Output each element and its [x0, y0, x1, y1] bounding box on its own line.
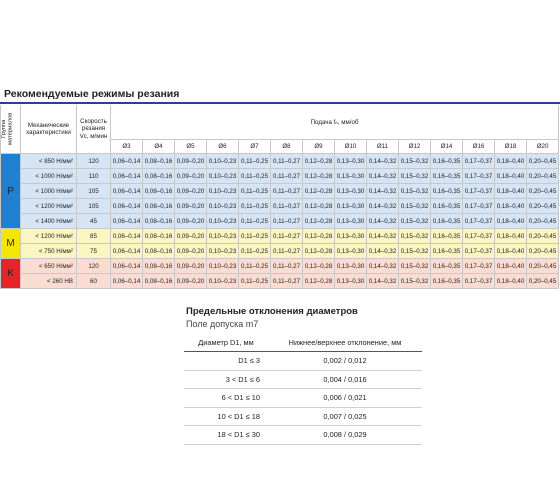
feed-value: 0,08–0,16 — [143, 154, 175, 169]
feed-value: 0,12–0,28 — [303, 274, 335, 289]
mech-value: < 1200 Н/мм² — [21, 229, 77, 244]
feed-value: 0,20–0,45 — [527, 274, 559, 289]
feed-value: 0,06–0,14 — [111, 169, 143, 184]
feed-value: 0,16–0,35 — [431, 229, 463, 244]
speed-value: 75 — [77, 244, 111, 259]
diameter-header: Ø16 — [463, 140, 495, 154]
feed-value: 0,12–0,28 — [303, 154, 335, 169]
feed-value: 0,17–0,37 — [463, 214, 495, 229]
speed-value: 110 — [77, 169, 111, 184]
feed-value: 0,20–0,45 — [527, 184, 559, 199]
feed-value: 0,10–0,23 — [207, 259, 239, 274]
feed-value: 0,14–0,32 — [367, 154, 399, 169]
feed-value: 0,15–0,32 — [399, 259, 431, 274]
feed-value: 0,20–0,45 — [527, 169, 559, 184]
tolerance-row — [184, 352, 422, 371]
feed-value: 0,12–0,28 — [303, 169, 335, 184]
tolerance-row — [184, 370, 422, 389]
diameter-header: Ø8 — [271, 140, 303, 154]
feed-value: 0,20–0,45 — [527, 154, 559, 169]
material-group-p: P — [1, 154, 21, 229]
speed-value: 85 — [77, 229, 111, 244]
tol-deviation: 0,004 / 0,016 — [268, 370, 422, 389]
feed-value: 0,11–0,27 — [271, 199, 303, 214]
feed-value: 0,10–0,23 — [207, 274, 239, 289]
feed-value: 0,09–0,20 — [175, 259, 207, 274]
feed-value: 0,09–0,20 — [175, 184, 207, 199]
table-row — [1, 244, 559, 259]
feed-value: 0,18–0,40 — [495, 214, 527, 229]
feed-value: 0,14–0,32 — [367, 184, 399, 199]
tol-diameter: 6 < D1 ≤ 10 — [184, 389, 268, 408]
speed-value: 105 — [77, 199, 111, 214]
feed-value: 0,15–0,32 — [399, 184, 431, 199]
feed-value: 0,11–0,25 — [239, 169, 271, 184]
feed-value: 0,15–0,32 — [399, 199, 431, 214]
feed-value: 0,14–0,32 — [367, 214, 399, 229]
table-row — [1, 214, 559, 229]
feed-value: 0,06–0,14 — [111, 259, 143, 274]
diameter-header: Ø20 — [527, 140, 559, 154]
feed-value: 0,11–0,27 — [271, 229, 303, 244]
cutting-modes-table — [0, 105, 559, 289]
feed-value: 0,15–0,32 — [399, 229, 431, 244]
feed-value: 0,13–0,30 — [335, 214, 367, 229]
feed-value: 0,17–0,37 — [463, 169, 495, 184]
table-row — [1, 229, 559, 244]
feed-value: 0,12–0,28 — [303, 229, 335, 244]
tol-header-diameter: Диаметр D1, мм — [184, 333, 268, 352]
feed-value: 0,16–0,35 — [431, 259, 463, 274]
feed-value: 0,11–0,27 — [271, 214, 303, 229]
feed-value: 0,06–0,14 — [111, 229, 143, 244]
feed-value: 0,06–0,14 — [111, 184, 143, 199]
tol-diameter: 18 < D1 ≤ 30 — [184, 426, 268, 445]
feed-value: 0,09–0,20 — [175, 229, 207, 244]
tolerance-row — [184, 389, 422, 408]
feed-value: 0,09–0,20 — [175, 274, 207, 289]
feed-value: 0,17–0,37 — [463, 199, 495, 214]
feed-value: 0,09–0,20 — [175, 199, 207, 214]
feed-value: 0,06–0,14 — [111, 154, 143, 169]
feed-value: 0,08–0,16 — [143, 244, 175, 259]
feed-value: 0,14–0,32 — [367, 259, 399, 274]
feed-value: 0,13–0,30 — [335, 274, 367, 289]
diameter-header: Ø12 — [399, 140, 431, 154]
tolerance-subtitle: Поле допуска m7 — [186, 319, 259, 329]
title-rule — [0, 102, 560, 104]
header-group: Группа материалов — [1, 105, 21, 154]
feed-value: 0,11–0,25 — [239, 259, 271, 274]
tol-deviation: 0,007 / 0,025 — [268, 407, 422, 426]
feed-value: 0,14–0,32 — [367, 244, 399, 259]
speed-value: 45 — [77, 214, 111, 229]
tol-diameter: 3 < D1 ≤ 6 — [184, 370, 268, 389]
feed-value: 0,18–0,40 — [495, 259, 527, 274]
header-mech: Механические характеристики — [21, 105, 77, 154]
table-row — [1, 274, 559, 289]
feed-value: 0,06–0,14 — [111, 199, 143, 214]
feed-value: 0,15–0,32 — [399, 154, 431, 169]
feed-value: 0,20–0,45 — [527, 199, 559, 214]
section-title: Рекомендуемые режимы резания — [4, 88, 180, 100]
feed-value: 0,10–0,23 — [207, 154, 239, 169]
feed-value: 0,09–0,20 — [175, 169, 207, 184]
feed-value: 0,12–0,28 — [303, 244, 335, 259]
diameter-header: Ø10 — [335, 140, 367, 154]
feed-value: 0,18–0,40 — [495, 229, 527, 244]
feed-value: 0,11–0,27 — [271, 244, 303, 259]
speed-value: 120 — [77, 154, 111, 169]
feed-value: 0,18–0,40 — [495, 154, 527, 169]
diameter-header: Ø14 — [431, 140, 463, 154]
feed-value: 0,12–0,28 — [303, 199, 335, 214]
diameter-header: Ø4 — [143, 140, 175, 154]
feed-value: 0,06–0,14 — [111, 244, 143, 259]
feed-value: 0,17–0,37 — [463, 229, 495, 244]
mech-value: < 1000 Н/мм² — [21, 169, 77, 184]
feed-value: 0,12–0,28 — [303, 184, 335, 199]
feed-value: 0,09–0,20 — [175, 214, 207, 229]
feed-value: 0,17–0,37 — [463, 259, 495, 274]
feed-value: 0,15–0,32 — [399, 274, 431, 289]
table-row — [1, 259, 559, 274]
feed-value: 0,06–0,14 — [111, 274, 143, 289]
feed-value: 0,14–0,32 — [367, 274, 399, 289]
feed-value: 0,15–0,32 — [399, 214, 431, 229]
feed-value: 0,11–0,25 — [239, 154, 271, 169]
feed-value: 0,16–0,35 — [431, 199, 463, 214]
feed-value: 0,20–0,45 — [527, 229, 559, 244]
feed-value: 0,14–0,32 — [367, 199, 399, 214]
tolerance-row — [184, 426, 422, 445]
feed-value: 0,14–0,32 — [367, 169, 399, 184]
tol-header-deviation: Нижнее/верхнее отклонение, мм — [268, 333, 422, 352]
feed-value: 0,08–0,16 — [143, 199, 175, 214]
feed-value: 0,11–0,27 — [271, 259, 303, 274]
feed-value: 0,08–0,16 — [143, 169, 175, 184]
header-feed: Подача fₙ, мм/об — [111, 105, 559, 140]
feed-value: 0,17–0,37 — [463, 154, 495, 169]
mech-value: < 750 Н/мм² — [21, 244, 77, 259]
mech-value: < 650 Н/мм² — [21, 259, 77, 274]
tol-deviation: 0,006 / 0,021 — [268, 389, 422, 408]
feed-value: 0,08–0,16 — [143, 229, 175, 244]
feed-value: 0,11–0,25 — [239, 199, 271, 214]
feed-value: 0,08–0,16 — [143, 214, 175, 229]
tolerance-body — [184, 352, 422, 445]
feed-value: 0,11–0,25 — [239, 184, 271, 199]
feed-value: 0,13–0,30 — [335, 199, 367, 214]
tolerance-title: Предельные отклонения диаметров — [186, 306, 358, 317]
feed-value: 0,15–0,32 — [399, 169, 431, 184]
feed-value: 0,12–0,28 — [303, 259, 335, 274]
feed-value: 0,13–0,30 — [335, 244, 367, 259]
feed-value: 0,18–0,40 — [495, 244, 527, 259]
feed-value: 0,14–0,32 — [367, 229, 399, 244]
table-row — [1, 154, 559, 169]
speed-value: 120 — [77, 259, 111, 274]
feed-value: 0,13–0,30 — [335, 229, 367, 244]
feed-value: 0,10–0,23 — [207, 184, 239, 199]
feed-value: 0,16–0,35 — [431, 154, 463, 169]
feed-value: 0,13–0,30 — [335, 169, 367, 184]
mech-value: < 1400 Н/мм² — [21, 214, 77, 229]
feed-value: 0,09–0,20 — [175, 154, 207, 169]
feed-value: 0,10–0,23 — [207, 229, 239, 244]
table-row — [1, 184, 559, 199]
feed-value: 0,20–0,45 — [527, 244, 559, 259]
tol-diameter: D1 ≤ 3 — [184, 352, 268, 371]
diameter-header: Ø18 — [495, 140, 527, 154]
feed-value: 0,13–0,30 — [335, 154, 367, 169]
feed-value: 0,11–0,27 — [271, 154, 303, 169]
feed-value: 0,10–0,23 — [207, 244, 239, 259]
cutting-modes-body — [1, 154, 559, 289]
feed-value: 0,08–0,16 — [143, 184, 175, 199]
table-row — [1, 199, 559, 214]
feed-value: 0,11–0,27 — [271, 184, 303, 199]
speed-value: 105 — [77, 184, 111, 199]
material-group-m: M — [1, 229, 21, 259]
feed-value: 0,16–0,35 — [431, 274, 463, 289]
diameter-header: Ø6 — [207, 140, 239, 154]
feed-value: 0,17–0,37 — [463, 184, 495, 199]
tol-diameter: 10 < D1 ≤ 18 — [184, 407, 268, 426]
diameter-header: Ø3 — [111, 140, 143, 154]
mech-value: < 850 Н/мм² — [21, 154, 77, 169]
diameter-header: Ø5 — [175, 140, 207, 154]
mech-value: < 1000 Н/мм² — [21, 184, 77, 199]
tol-deviation: 0,008 / 0,029 — [268, 426, 422, 445]
feed-value: 0,11–0,25 — [239, 214, 271, 229]
feed-value: 0,08–0,16 — [143, 274, 175, 289]
feed-value: 0,16–0,35 — [431, 244, 463, 259]
diameter-header: Ø9 — [303, 140, 335, 154]
feed-value: 0,11–0,27 — [271, 169, 303, 184]
feed-value: 0,10–0,23 — [207, 214, 239, 229]
feed-value: 0,12–0,28 — [303, 214, 335, 229]
feed-value: 0,11–0,25 — [239, 244, 271, 259]
feed-value: 0,17–0,37 — [463, 274, 495, 289]
feed-value: 0,16–0,35 — [431, 214, 463, 229]
speed-value: 60 — [77, 274, 111, 289]
material-group-k: K — [1, 259, 21, 289]
feed-value: 0,17–0,37 — [463, 244, 495, 259]
feed-value: 0,11–0,27 — [271, 274, 303, 289]
feed-value: 0,10–0,23 — [207, 199, 239, 214]
feed-value: 0,06–0,14 — [111, 214, 143, 229]
tolerance-row — [184, 407, 422, 426]
feed-value: 0,18–0,40 — [495, 274, 527, 289]
feed-value: 0,10–0,23 — [207, 169, 239, 184]
feed-value: 0,18–0,40 — [495, 169, 527, 184]
feed-value: 0,16–0,35 — [431, 169, 463, 184]
mech-value: < 260 НВ — [21, 274, 77, 289]
feed-value: 0,16–0,35 — [431, 184, 463, 199]
feed-value: 0,20–0,45 — [527, 214, 559, 229]
feed-value: 0,11–0,25 — [239, 274, 271, 289]
feed-value: 0,18–0,40 — [495, 199, 527, 214]
mech-value: < 1200 Н/мм² — [21, 199, 77, 214]
table-row — [1, 169, 559, 184]
diameter-header: Ø11 — [367, 140, 399, 154]
header-speed: Скорость резания Vc, м/мин — [77, 105, 111, 154]
feed-value: 0,18–0,40 — [495, 184, 527, 199]
feed-value: 0,08–0,16 — [143, 259, 175, 274]
tolerance-table — [184, 333, 422, 445]
feed-value: 0,11–0,25 — [239, 229, 271, 244]
feed-value: 0,13–0,30 — [335, 184, 367, 199]
feed-value: 0,20–0,45 — [527, 259, 559, 274]
diameter-header: Ø7 — [239, 140, 271, 154]
tol-deviation: 0,002 / 0,012 — [268, 352, 422, 371]
feed-value: 0,15–0,32 — [399, 244, 431, 259]
feed-value: 0,13–0,30 — [335, 259, 367, 274]
feed-value: 0,09–0,20 — [175, 244, 207, 259]
